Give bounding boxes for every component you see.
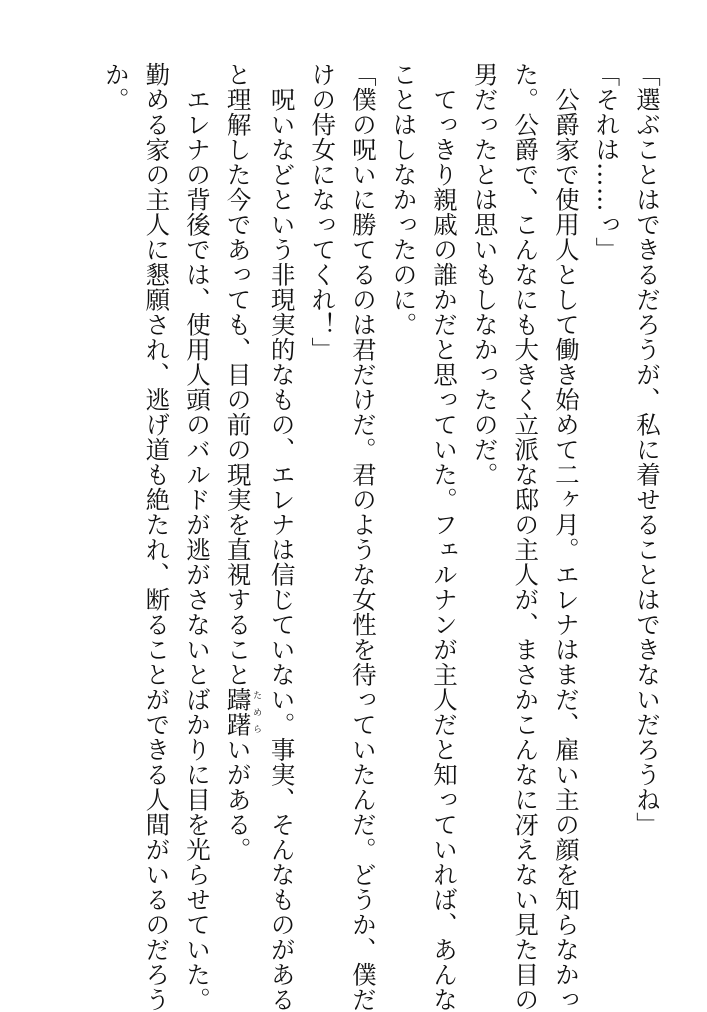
text-line-11-tail: いがある。 [223,737,253,862]
text-line-12: エレナの背後では、使用人頭のバルドが逃がさないとばかりに目を光らせていた。 [182,62,212,1012]
text-line-11-head: と理解した今であっても、目の前の現実を直視すること [223,62,253,687]
text-line-6: てっきり親戚の誰かだと思っていた。フェルナンが主人だと知っていれば、あんな [430,62,460,1012]
ruby-reading: ためら [251,687,262,737]
text-line-13: 勤める家の主人に懇願され、逃げ道も絶たれ、断ることができる人間がいるのだろう [142,62,172,1012]
text-line-9: けの侍女になってくれ！」 [308,62,338,362]
text-line-5: 男だったとは思いもしなかったのだ。 [470,62,500,487]
text-line-7: ことはしなかったのに。 [389,62,419,337]
ruby-base: 躊躇 [223,687,253,737]
text-line-8: 「僕の呪いに勝てるのは君だけだ。君のような女性を待っていたんだ。どうか、僕だ [348,62,378,1012]
text-line-11 [217,62,261,967]
furigana-ruby [223,687,262,737]
text-line-4: た。公爵で、こんなにも大きく立派な邸の主人が、まさかこんなに冴えない見た目の [511,62,541,1012]
text-line-3: 公爵家で使用人として働き始めて二ヶ月。エレナはまだ、雇い主の顔を知らなかっ [551,62,581,1012]
novel-text-column [95,62,667,1012]
text-line-1: 「選ぶことはできるだろうが、私に着せることはできないだろうね」 [633,62,662,837]
text-line-2: 「それは……っ」 [592,62,622,262]
text-line-10: 呪いなどという非現実的なもの、エレナは信じていない。事実、そんなものがある [267,62,297,1012]
text-line-14: か。 [101,62,131,112]
